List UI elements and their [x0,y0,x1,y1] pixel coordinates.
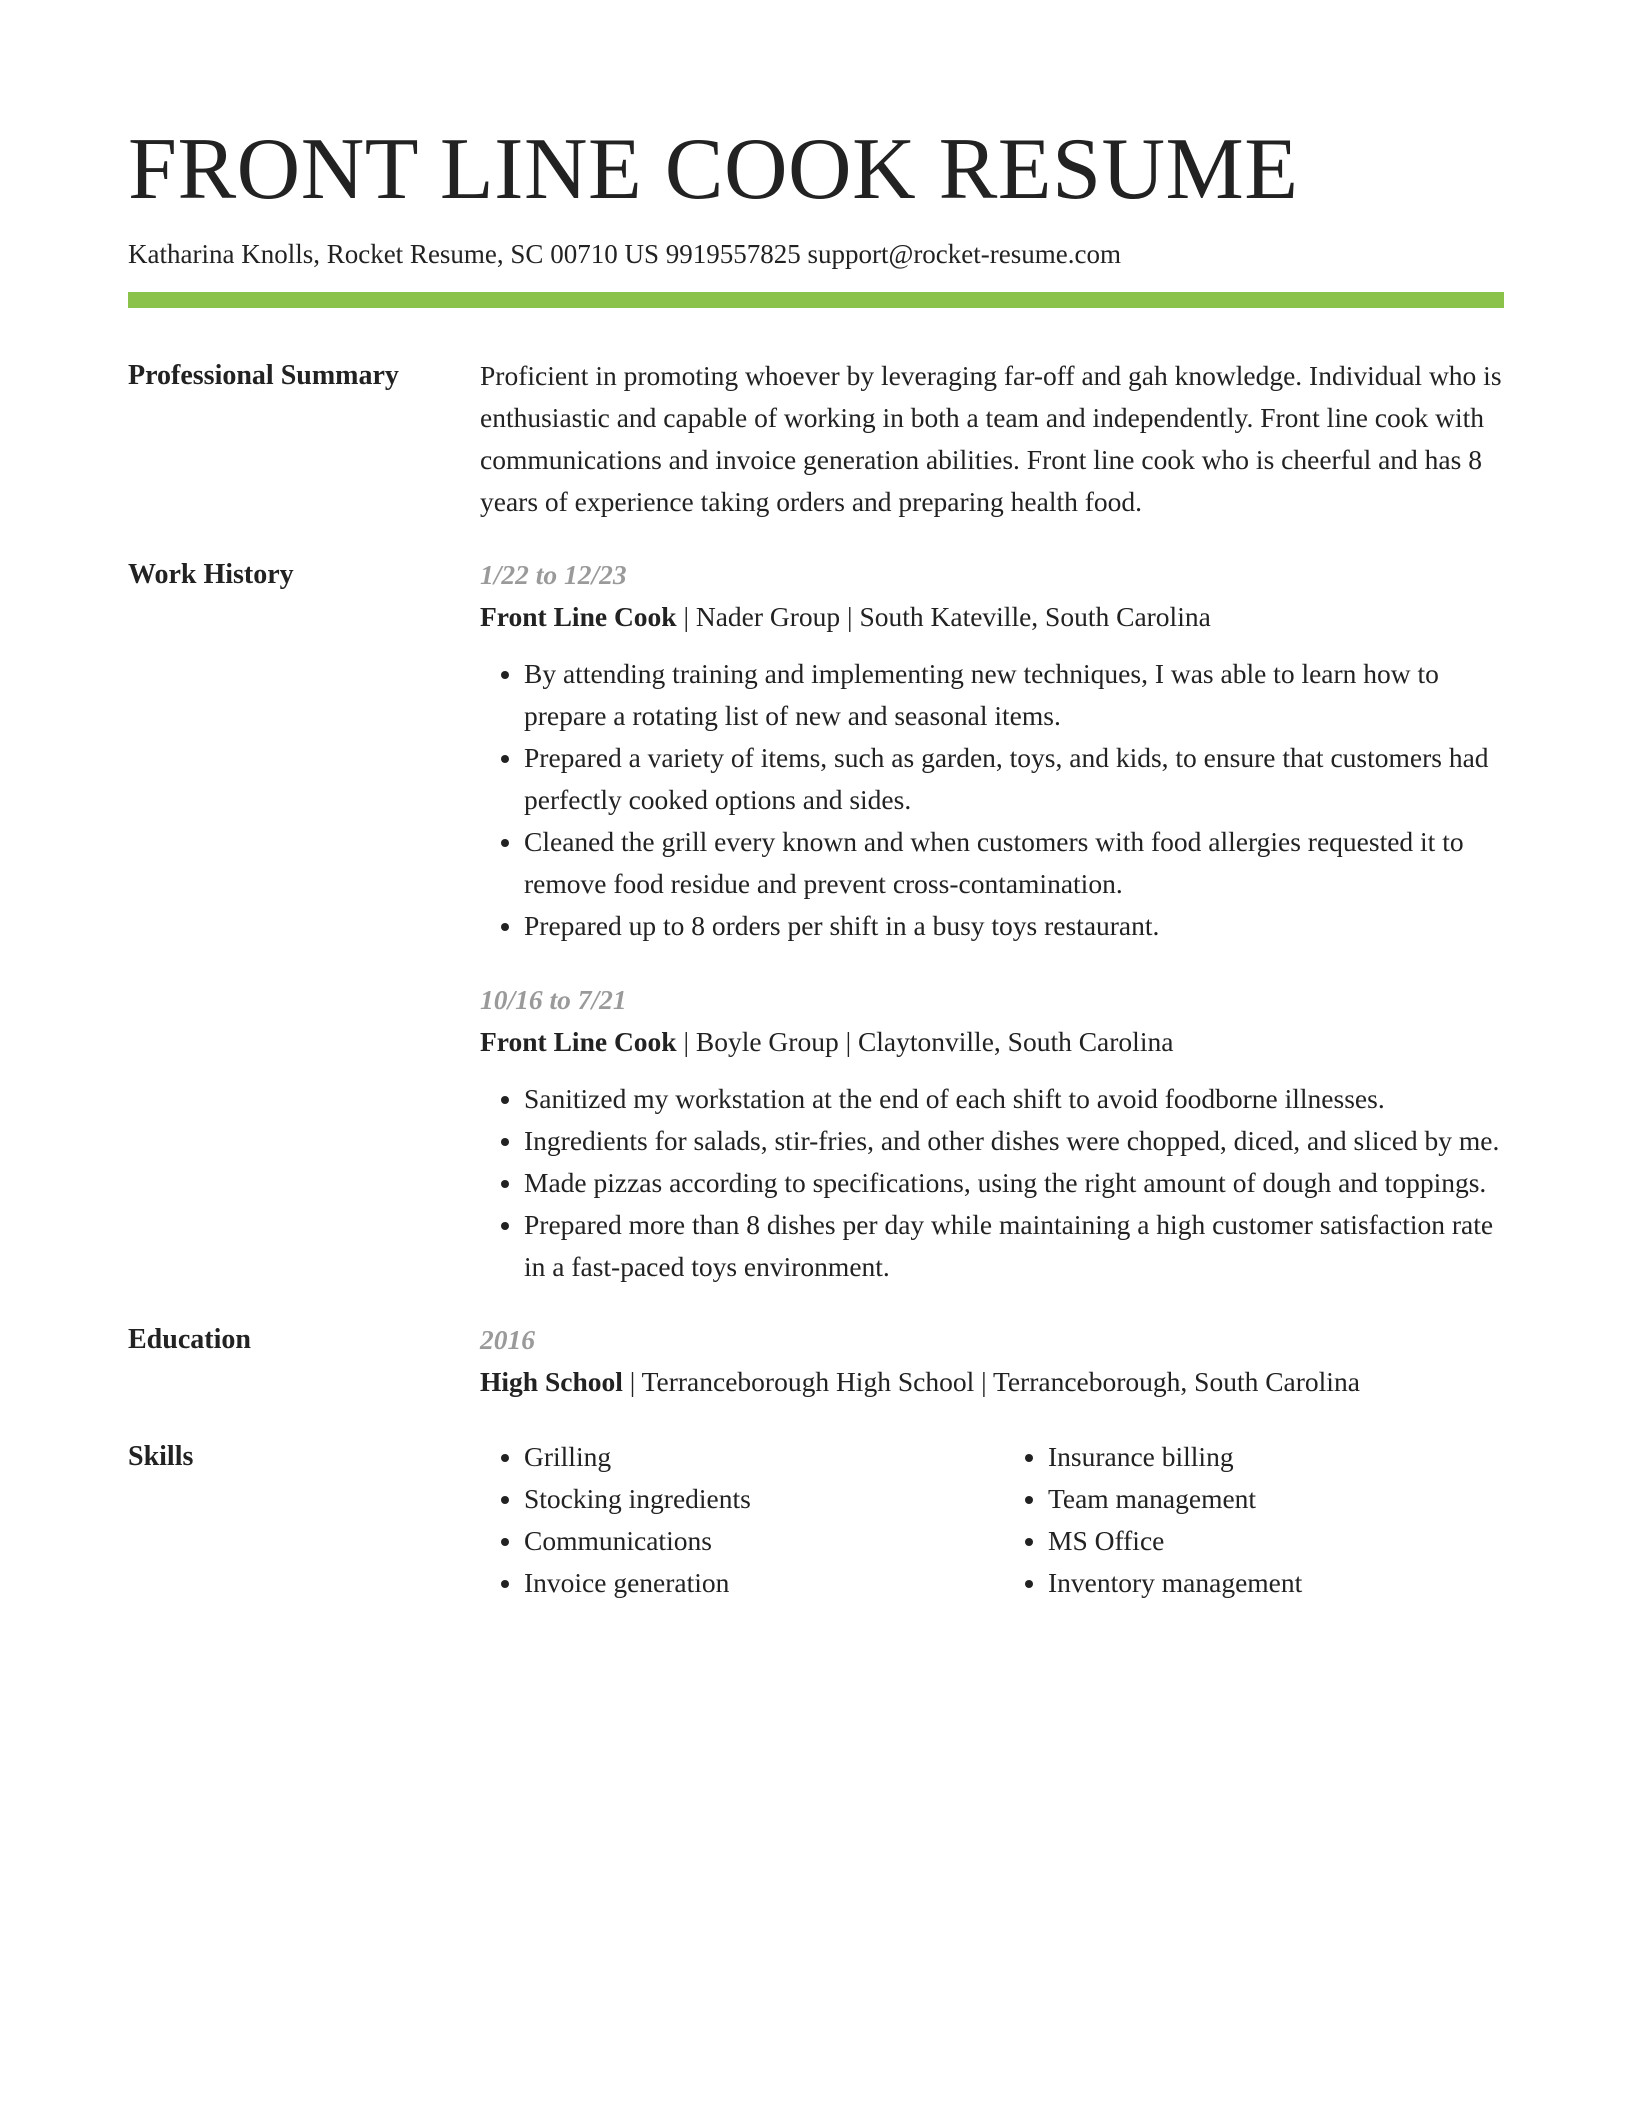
skills-section [128,1436,1504,1604]
accent-divider [128,292,1504,308]
skills-list-left [480,1436,984,1604]
work-history-heading: Work History [128,559,294,590]
resume-title: FRONT LINE COOK RESUME [128,121,1299,218]
job-entry [480,554,1504,947]
education-section [128,1319,1504,1403]
job-dates: 10/16 to 7/21 [480,984,627,1015]
skill-item: • Invoice generation [524,1562,984,1604]
skills-list-right [1004,1436,1302,1604]
job-bullet: • Made pizzas according to specifications, using the right amount of dough and toppings. [524,1162,1504,1204]
job-bullets [480,653,1504,947]
education-degree: High School [480,1366,623,1397]
job-entry [480,979,1504,1288]
job-bullet: • Prepared a variety of items, such as garden, toys, and kids, to ensure that customers had perfectly cooked options and sides. [524,737,1504,821]
education-line [480,1361,1504,1403]
skill-item: • Inventory management [1048,1562,1302,1604]
skill-item: • MS Office [1048,1520,1302,1562]
job-bullets [480,1078,1504,1288]
job-bullet: • Prepared more than 8 dishes per day while maintaining a high customer satisfaction rate in a fast-paced toys environment. [524,1204,1504,1288]
skill-item: • Communications [524,1520,984,1562]
job-title-line [480,1021,1504,1063]
skills-heading: Skills [128,1441,194,1472]
job-bullet: • Prepared up to 8 orders per shift in a busy toys restaurant. [524,905,1504,947]
skill-item: • Insurance billing [1048,1436,1302,1478]
job-bullet: • Cleaned the grill every known and when customers with food allergies requested it to remove food residue and prevent cross-contamination. [524,821,1504,905]
job-bullet: • Ingredients for salads, stir-fries, and other dishes were chopped, diced, and sliced by me. [524,1120,1504,1162]
education-details: | Terranceborough High School | Terranceborough, South Carolina [622,1366,1360,1397]
summary-heading: Professional Summary [128,360,399,391]
job-details: | Boyle Group | Claytonville, South Carolina [676,1026,1174,1057]
resume-page [128,116,1504,1604]
skill-item: • Team management [1048,1478,1302,1520]
education-heading: Education [128,1324,251,1355]
job-role: Front Line Cook [480,1026,677,1057]
skill-item: • Stocking ingredients [524,1478,984,1520]
job-details: | Nader Group | South Kateville, South Carolina [676,601,1211,632]
summary-section [128,355,1504,523]
education-year: 2016 [480,1324,535,1355]
job-dates: 1/22 to 12/23 [480,559,627,590]
contact-line: Katharina Knolls, Rocket Resume, SC 00710 US 9919557825 support@rocket-resume.com [128,239,1121,269]
work-history-section [128,554,1504,1288]
job-title-line [480,596,1504,638]
job-role: Front Line Cook [480,601,677,632]
skill-item: • Grilling [524,1436,984,1478]
skills-grid [480,1436,1504,1604]
job-bullet: • Sanitized my workstation at the end of each shift to avoid foodborne illnesses. [524,1078,1504,1120]
job-bullet: • By attending training and implementing new techniques, I was able to learn how to prepare a rotating list of new and seasonal items. [524,653,1504,737]
summary-text: Proficient in promoting whoever by leveraging far-off and gah knowledge. Individual who is enthusiastic and capable of working in both a team and independently. Front line cook with communications and invoice generation abilities. Front line cook who is cheerful and has 8 years of experience taking orders and preparing health food. [480,360,1502,517]
